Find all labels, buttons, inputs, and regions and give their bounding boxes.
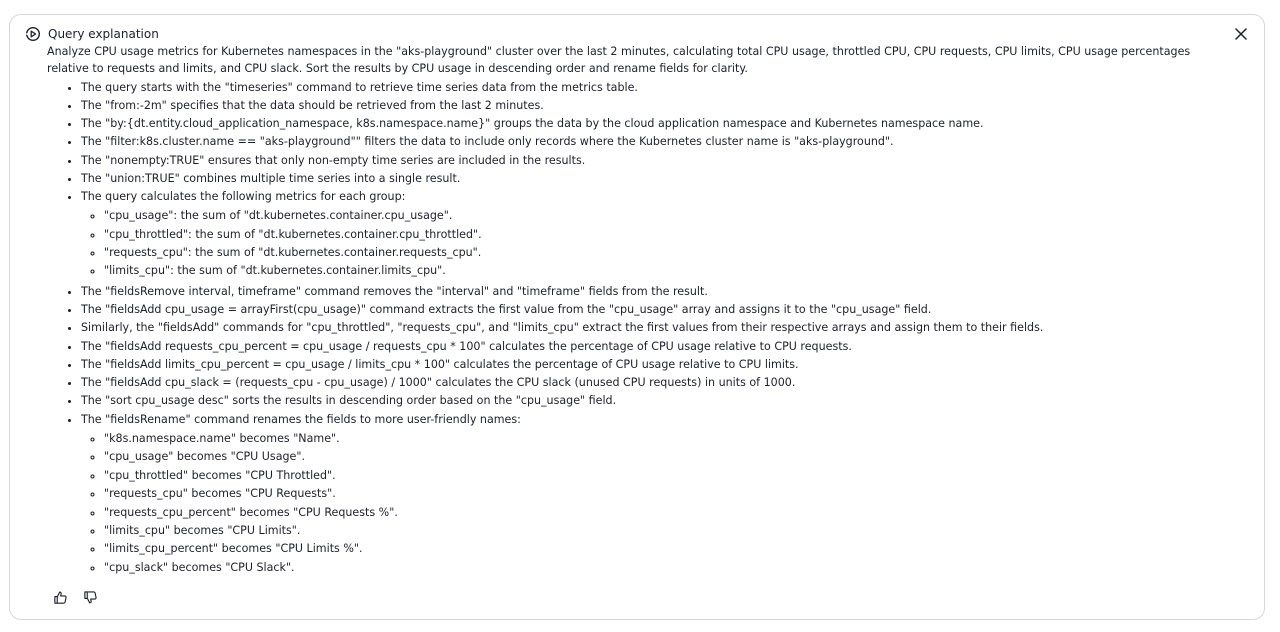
list-item: • The query starts with the "timeseries" command to retrieve time series data from the metrics table. [81,79,1227,97]
list-item: • The "fieldsAdd cpu_slack = (requests_cpu - cpu_usage) / 1000" calculates the CPU slack (unused CPU requests) in units of 1000. [81,374,1227,392]
explanation-list [47,79,1227,578]
thumbs-down-button[interactable] [82,589,98,605]
list-item: • The "from:-2m" specifies that the data should be retrieved from the last 2 minutes. [81,97,1227,115]
list-item-metrics [81,188,1227,281]
metrics-sublist [81,207,1227,281]
list-item: • The "fieldsRemove interval, timeframe" command removes the "interval" and "timeframe" fields from the result. [81,283,1227,301]
list-item: • The "sort cpu_usage desc" sorts the results in descending order based on the "cpu_usage" field. [81,392,1227,410]
list-item: • The "fieldsAdd cpu_usage = arrayFirst(cpu_usage)" command extracts the first value from the "cpu_usage" array and assigns it to the "cpu_usage" field. [81,301,1227,319]
sub-list-item: ◦ "cpu_usage": the sum of "dt.kubernetes.container.cpu_usage". [104,207,1227,225]
sub-list-item: ◦ "limits_cpu": the sum of "dt.kubernetes.container.limits_cpu". [104,262,1227,280]
thumbs-up-button[interactable] [52,589,68,605]
sub-list-item: ◦ "limits_cpu" becomes "CPU Limits". [104,522,1227,540]
close-button[interactable] [1232,25,1250,43]
thumbs-up-icon [53,590,68,605]
feedback-bar [52,589,98,605]
sub-list-item: ◦ "cpu_throttled" becomes "CPU Throttled". [104,467,1227,485]
explanation-content [47,44,1227,579]
panel-header [25,26,159,42]
list-item: • The "fieldsAdd requests_cpu_percent = cpu_usage / requests_cpu * 100" calculates the percentage of CPU usage relative to CPU requests. [81,338,1227,356]
list-item: • The "union:TRUE" combines multiple time series into a single result. [81,170,1227,188]
close-icon [1235,28,1247,40]
list-item: • The "fieldsAdd limits_cpu_percent = cpu_usage / limits_cpu * 100" calculates the percentage of CPU usage relative to CPU limits. [81,356,1227,374]
list-item: • The "nonempty:TRUE" ensures that only non-empty time series are included in the results. [81,152,1227,170]
thumbs-down-icon [83,590,98,605]
list-item-label: The "fieldsRename" command renames the fields to more user-friendly names: [81,412,521,426]
list-item-rename [81,411,1227,578]
summary-text: Analyze CPU usage metrics for Kubernetes namespaces in the "aks-playground" cluster over the last 2 minutes, calculating total CPU usage, throttled CPU, CPU requests, CPU limits, CPU usage percentages relative to requests and limits, and CPU slack. Sort the results by CPU usage in descending order and rename fields for clarity. [47,45,1191,75]
sub-list-item: ◦ "cpu_usage" becomes "CPU Usage". [104,448,1227,466]
play-circle-icon [25,26,41,42]
sub-list-item: ◦ "cpu_slack" becomes "CPU Slack". [104,559,1227,577]
list-item: • Similarly, the "fieldsAdd" commands for "cpu_throttled", "requests_cpu", and "limits_cpu" extract the first values from their respective arrays and assign them to their fields. [81,319,1227,337]
list-item-label: The query calculates the following metrics for each group: [81,190,406,203]
list-item: • The "filter:k8s.cluster.name == "aks-playground"" filters the data to include only records where the Kubernetes cluster name is "aks-playground". [81,133,1227,151]
panel-title: Query explanation [48,27,159,41]
sub-list-item: ◦ "requests_cpu_percent" becomes "CPU Requests %". [104,504,1227,522]
sub-list-item: ◦ "cpu_throttled": the sum of "dt.kubernetes.container.cpu_throttled". [104,226,1227,244]
list-item: • The "by:{dt.entity.cloud_application_namespace, k8s.namespace.name}" groups the data by the cloud application namespace and Kubernetes namespace name. [81,115,1227,133]
sub-list-item: ◦ "requests_cpu": the sum of "dt.kubernetes.container.requests_cpu". [104,244,1227,262]
sub-list-item: ◦ "requests_cpu" becomes "CPU Requests". [104,485,1227,503]
sub-list-item: ◦ "limits_cpu_percent" becomes "CPU Limits %". [104,540,1227,558]
query-explanation-panel [9,14,1265,620]
sub-list-item: ◦ "k8s.namespace.name" becomes "Name". [104,430,1227,448]
rename-sublist [81,430,1227,577]
